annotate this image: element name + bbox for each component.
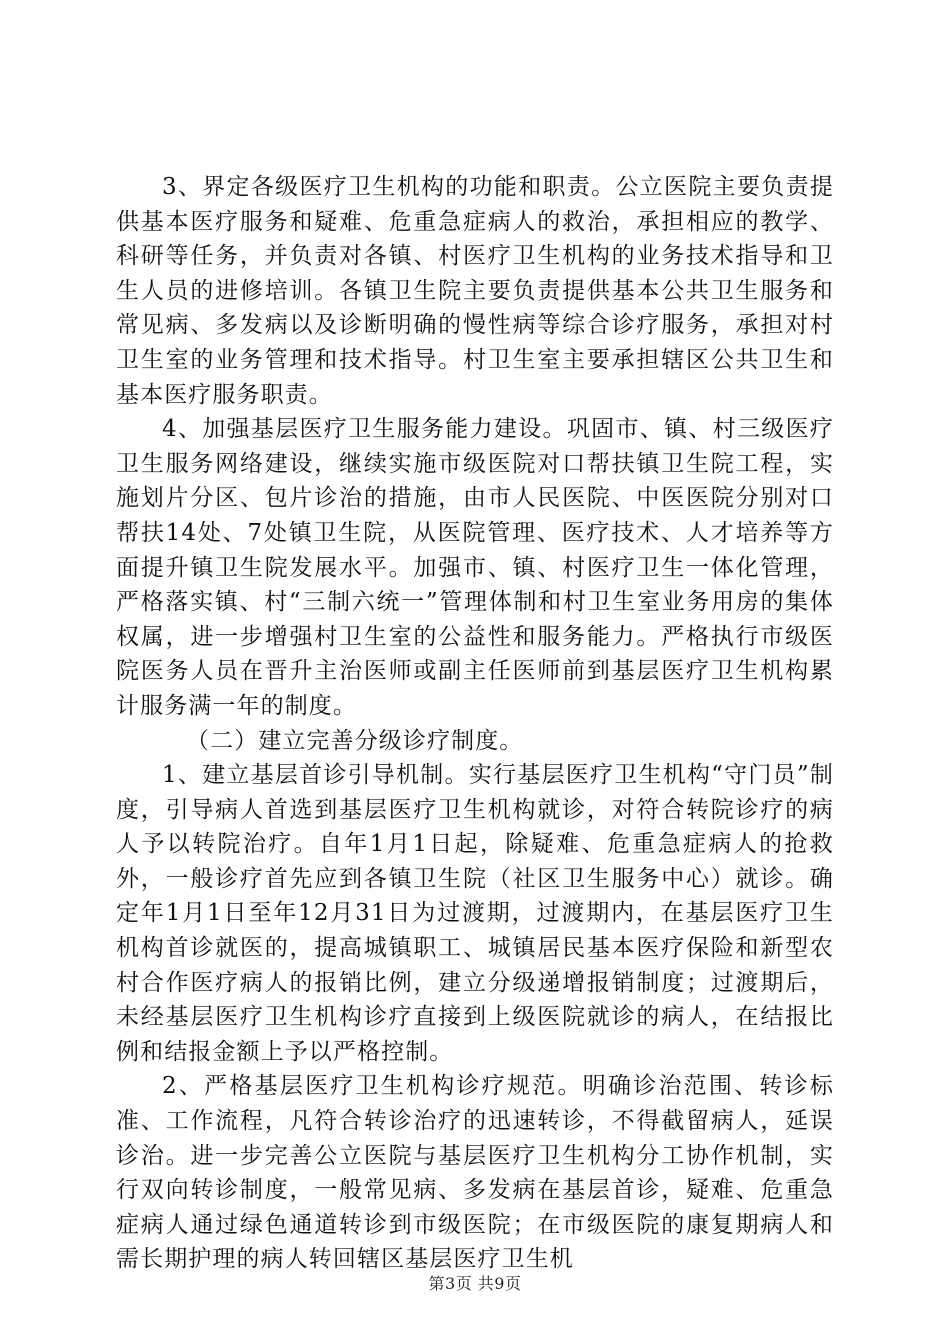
paragraph-item-3: 3、界定各级医疗卫生机构的功能和职责。公立医院主要负责提供基本医疗服务和疑难、危重急症病人的救治，承担相应的教学、科研等任务，并负责对各镇、村医疗卫生机构的业务技术指导和卫生人员的进修培训。各镇卫生院主要负责提供基本公共卫生服务和常见病、多发病以及诊断明确的慢性病等综合诊疗服务，承担对村卫生室的业务管理和技术指导。村卫生室主要承担辖区公共卫生和基本医疗服务职责。 bbox=[116, 174, 834, 408]
section-heading: （二）建立完善分级诊疗制度。 bbox=[186, 727, 524, 754]
page-footer: 第3页 共9页 bbox=[428, 1274, 522, 1293]
document-body bbox=[116, 170, 834, 1277]
paragraph-item-1: 1、建立基层首诊引导机制。实行基层医疗卫生机构“守门员”制度，引导病人首选到基层医疗卫生机构就诊，对符合转院诊疗的病人予以转院治疗。自年1月1日起，除疑难、危重急症病人的抢救外，一般诊疗首先应到各镇卫生院（社区卫生服务中心）就诊。确定年1月1日至年12月31日为过渡期，过渡期内，在基层医疗卫生机构首诊就医的，提高城镇职工、城镇居民基本医疗保险和新型农村合作医疗病人的报销比例，建立分级递增报销制度；过渡期后，未经基层医疗卫生机构诊疗直接到上级医院就诊的病人，在结报比例和结报金额上予以严格控制。 bbox=[116, 762, 834, 1065]
paragraph-item-2: 2、严格基层医疗卫生机构诊疗规范。明确诊治范围、转诊标准、工作流程，凡符合转诊治疗的迅速转诊，不得截留病人，延误诊治。进一步完善公立医院与基层医疗卫生机构分工协作机制，实行双向转诊制度，一般常见病、多发病在基层首诊，疑难、危重急症病人通过绿色通道转诊到市级医院；在市级医院的康复期病人和需长期护理的病人转回辖区基层医疗卫生机 bbox=[116, 1073, 834, 1273]
paragraph-item-4: 4、加强基层医疗卫生服务能力建设。巩固市、镇、村三级医疗卫生服务网络建设，继续实施市级医院对口帮扶镇卫生院工程，实施划片分区、包片诊治的措施，由市人民医院、中医医院分别对口帮扶14处、7处镇卫生院，从医院管理、医疗技术、人才培养等方面提升镇卫生院发展水平。加强市、镇、村医疗卫生一体化管理，严格落实镇、村“三制六统一”管理体制和村卫生室业务用房的集体权属，进一步增强村卫生室的公益性和服务能力。严格执行市级医院医务人员在晋升主治医师或副主任医师前到基层医疗卫生机构累计服务满一年的制度。 bbox=[116, 416, 834, 719]
